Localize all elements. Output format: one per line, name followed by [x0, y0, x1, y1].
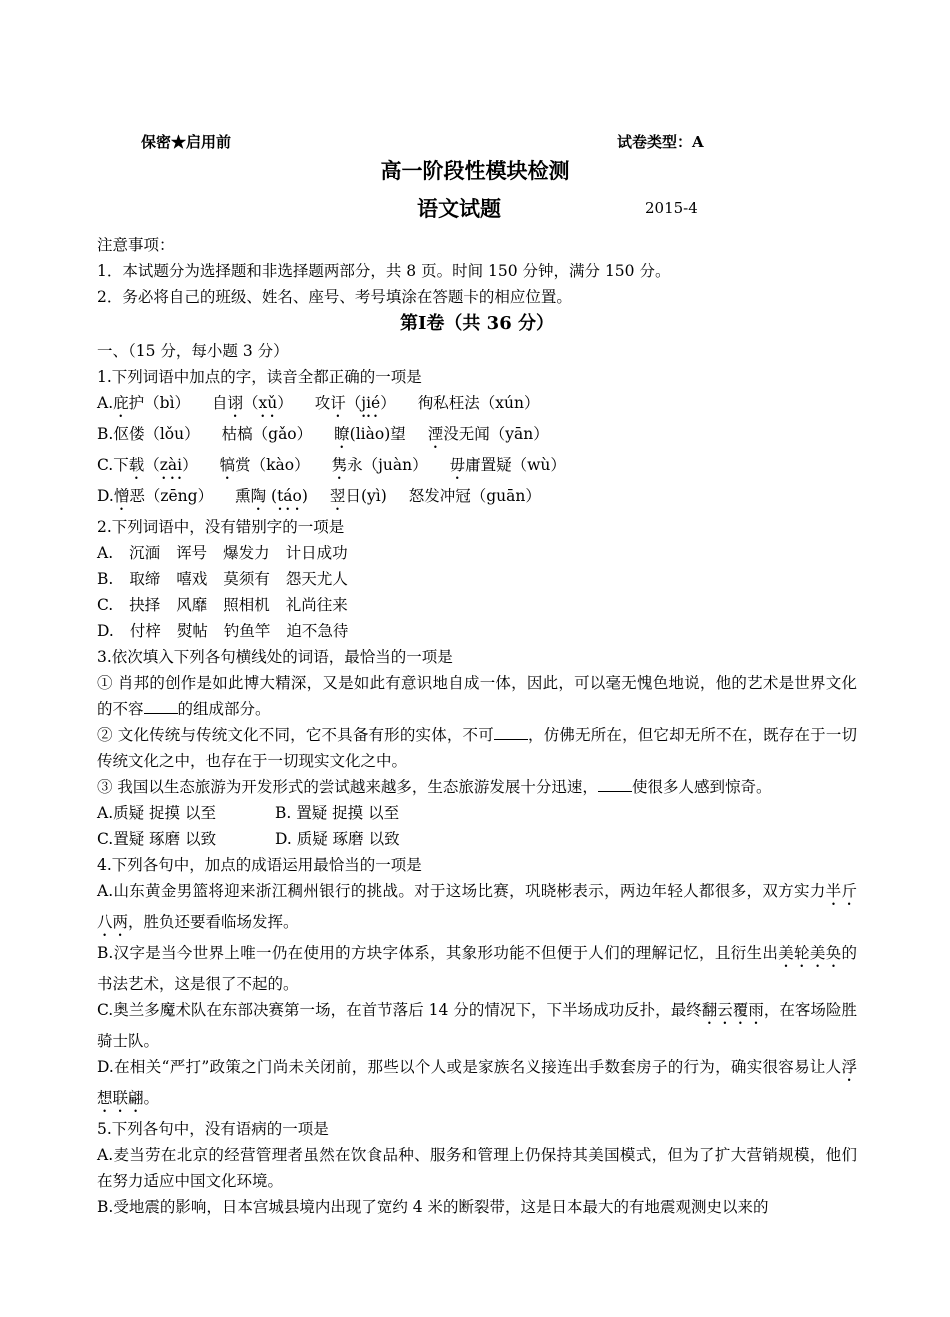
exam-content — [97, 232, 857, 1220]
blank-line — [494, 723, 528, 740]
confidential-label: 保密★启用前 — [141, 133, 232, 151]
blank-line — [598, 775, 632, 792]
q4-option-c: C.奥兰多魔术队在东部决赛第一场，在首节落后 14 分的情况下，下半场成功反扑，最终翻云覆雨，在客场险胜骑士队。 — [97, 1001, 857, 1050]
q2-option-a: A. 沉湎 诨号 爆发力 计日成功 — [97, 544, 348, 562]
blank-line — [144, 697, 178, 714]
q5-stem: 5.下列各句中，没有语病的一项是 — [97, 1120, 329, 1138]
q3-options-ab: A.质疑 捉摸 以至 B. 置疑 捉摸 以至 — [97, 804, 400, 822]
section-title: 第Ⅰ卷（共 36 分） — [399, 313, 554, 334]
q2-option-d: D. 付梓 熨帖 钓鱼竿 迫不急待 — [97, 622, 349, 640]
q2-option-c: C. 抉择 风靡 照相机 礼尚往来 — [97, 596, 348, 614]
part-heading: 一、（15 分，每小题 3 分） — [97, 342, 289, 360]
notice-item-2: 2．务必将自己的班级、姓名、座号、考号填涂在答题卡的相应位置。 — [97, 288, 572, 306]
q2-option-b: B. 取缔 嘻戏 莫须有 怨天尤人 — [97, 570, 348, 588]
exam-subtitle: 语文试题 — [417, 196, 501, 221]
notice-item-1: 1．本试题分为选择题和非选择题两部分，共 8 页。时间 150 分钟，满分 150 分。 — [97, 262, 671, 280]
paper-type-label: 试卷类型：A — [617, 133, 704, 151]
exam-date: 2015-4 — [645, 199, 698, 217]
notice-heading: 注意事项： — [97, 236, 175, 254]
q3-stem: 3.依次填入下列各句横线处的词语，最恰当的一项是 — [97, 648, 453, 666]
q2-stem: 2.下列词语中，没有错别字的一项是 — [97, 518, 345, 536]
q3-options-cd: C.置疑 琢磨 以致 D. 质疑 琢磨 以致 — [97, 830, 400, 848]
q3-sentence-1: ① 肖邦的创作是如此博大精深，又是如此有意识地自成一体，因此，可以毫无愧色地说，他的艺术是世界文化的不容 的组成部分。 — [97, 674, 857, 718]
q1-option-b: B.伛偻（lǒu） 枯槁（gǎo） 瞭(liào)望 湮没无闻（yān） — [97, 425, 549, 443]
q1-option-c: C.下载（zài） 犒赏（kào） 隽永（juàn） 毋庸置疑（wù） — [97, 456, 566, 474]
q1-option-d: D.憎恶（zēng） 熏陶 (táo) 翌日(yì) 怒发冲冠（guān） — [97, 487, 541, 505]
exam-title: 高一阶段性模块检测 — [380, 158, 570, 183]
q5-option-a: A.麦当劳在北京的经营管理者虽然在饮食品种、服务和管理上仍保持其美国模式，但为了扩大营销规模，他们在努力适应中国文化环境。 — [97, 1146, 857, 1190]
q1-stem: 1.下列词语中加点的字，读音全都正确的一项是 — [97, 368, 422, 386]
q4-stem: 4.下列各句中，加点的成语运用最恰当的一项是 — [97, 856, 422, 874]
q3-sentence-3: ③ 我国以生态旅游为开发形式的尝试越来越多，生态旅游发展十分迅速， 使很多人感到惊奇。 — [97, 774, 857, 800]
q4-option-b: B.汉字是当今世界上唯一仍在使用的方块字体系，其象形功能不但便于人们的理解记忆，且衍生出美轮美奂的书法艺术，这是很了不起的。 — [97, 944, 857, 993]
q4-option-a: A.山东黄金男篮将迎来浙江稠州银行的挑战。对于这场比赛，巩晓彬表示，两边年轻人都很多，双方实力半斤八两，胜负还要看临场发挥。 — [97, 882, 857, 931]
q4-option-d: D.在相关“严打”政策之门尚未关闭前，那些以个人或是家族名义接连出手数套房子的行为，确实很容易让人浮想联翩。 — [97, 1058, 857, 1107]
q5-option-b: B.受地震的影响，日本宫城县境内出现了宽约 4 米的断裂带，这是日本最大的有地震观测史以来的 — [97, 1198, 769, 1216]
q1-option-a: A.庇护（bì） 自诩（xǔ） 攻讦（jié） 徇私枉法（xún） — [97, 394, 540, 412]
q3-sentence-2: ② 文化传统与传统文化不同，它不具备有形的实体，不可 ，仿佛无所在，但它却无所不在，既存在于一切传统文化之中，也存在于一切现实文化之中。 — [97, 722, 857, 774]
